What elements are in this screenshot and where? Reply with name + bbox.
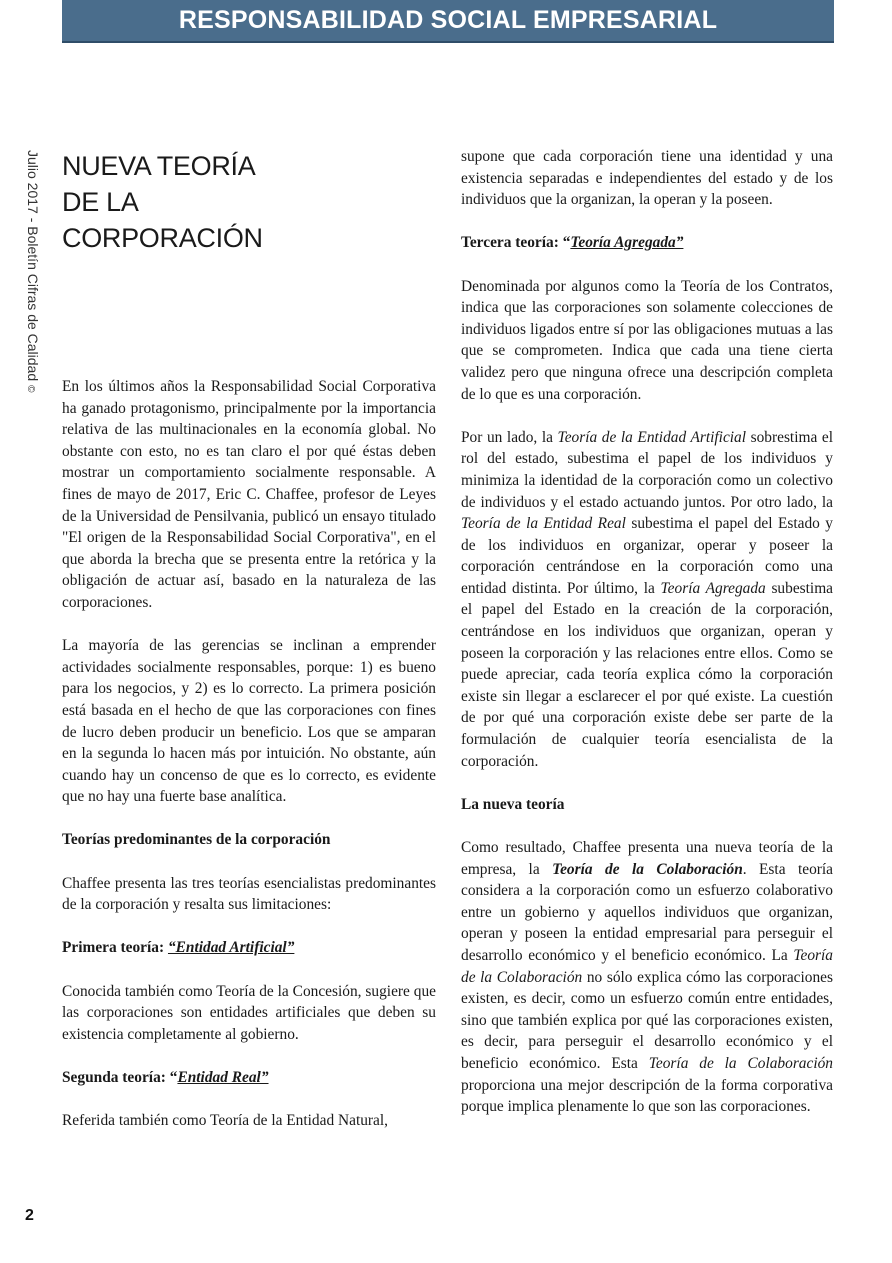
paragraph: Conocida también como Teoría de la Concesión, sugiere que las corporaciones son entidades artificiales que deben su existencia completamente al gobierno. — [62, 982, 436, 1043]
right-column — [461, 146, 833, 1139]
title-line-2: DE LA — [62, 187, 139, 217]
paragraph: Por un lado, la Teoría de la Entidad Artificial sobrestima el rol del estado, subestima el papel de los individuos y minimiza la identidad de la corporación como un colectivo de individuos y el estado actuando juntos. Por otro lado, la Teoría de la Entidad Real subestima el papel del Estado y de los individuos en organizar, operar y poseer la corporación centrándose en la corporación como una entidad distinta. Por último, la Teoría Agregada subestima el papel del Estado en la creación de la corporación, centrándose en los individuos que organizan, operan y poseen la corporación y las relaciones entre ellos. Como se puede apreciar, cada teoría explica cómo la corporación existe sin llegar a esclarecer el por qué existe. La cuestión de por qué una corporación existe debe ser parte de la formulación de cualquier teoría esencialista de la corporación. — [461, 428, 833, 770]
paragraph: Referida también como Teoría de la Entidad Natural, — [62, 1112, 388, 1130]
theory-name: Teoría Agregada” — [570, 234, 684, 252]
theory-heading-2: Segunda teoría: “Entidad Real” — [62, 1069, 269, 1086]
title-line-1: NUEVA TEORÍA — [62, 151, 256, 181]
paragraph: Denominada por algunos como la Teoría de los Contratos, indica que las corporaciones son solamente colecciones de individuos ligados entre sí por las obligaciones mutuas a las que se comprometen. Indica que cada una tiene cierta validez pero que ninguna ofrece una descripción completa de lo que es una corporación. — [461, 277, 833, 403]
title-line-3: CORPORACIÓN — [62, 223, 263, 253]
paragraph: Como resultado, Chaffee presenta una nueva teoría de la empresa, la Teoría de la Colaboración. Esta teoría considera a la corporación como un esfuerzo colaborativo entre un gobierno y aquellos individuos que organizan, operan y poseen la entidad empresarial para perseguir el desarrollo económico y el beneficio económico. La Teoría de la Colaboración no sólo explica cómo las corporaciones existen, es decir, como un esfuerzo común entre entidades, sino que también explica por qué las corporaciones existen, es decir, para perseguir el desarrollo económico y el beneficio económico. Esta Teoría de la Colaboración proporciona una mejor descripción de la forma corporativa porque implica plenamente lo que son las corporaciones. — [461, 839, 833, 1116]
copyright-icon: © — [25, 385, 36, 393]
section-banner — [62, 0, 834, 43]
page-number: 2 — [25, 1207, 34, 1224]
article-title — [62, 148, 362, 256]
theory-name: “Entidad Artificial” — [167, 939, 295, 957]
paragraph: supone que cada corporación tiene una identidad y una existencia separadas e independientes del estado y de los individuos que la organizan, la operan y la poseen. — [461, 148, 833, 209]
sidebar-text: Julio 2017 - Boletín Cifras de Calidad — [25, 150, 41, 382]
theory-name: Entidad Real” — [177, 1069, 269, 1086]
section-heading: La nueva teoría — [461, 795, 565, 813]
section-heading: Teorías predominantes de la corporación — [62, 831, 331, 849]
left-column — [62, 376, 436, 1153]
theory-heading-1: Primera teoría: “Entidad Artificial” — [62, 939, 295, 957]
banner-title: RESPONSABILIDAD SOCIAL EMPRESARIAL — [178, 6, 718, 34]
theory-heading-3: Tercera teoría: “Teoría Agregada” — [461, 234, 684, 252]
paragraph: Chaffee presenta las tres teorías esencialistas predominantes de la corporación y resalta sus limitaciones: — [62, 874, 436, 914]
sidebar-caption — [23, 150, 43, 430]
paragraph: En los últimos años la Responsabilidad Social Corporativa ha ganado protagonismo, principalmente por la importancia relativa de las multinacionales en la economía global. No obstante con esto, no es tan claro el por qué éstas deben mostrar un comportamiento socialmente responsable. A fines de mayo de 2017, Eric C. Chaffee, profesor de Leyes de la Universidad de Pensilvania, publicó un ensayo titulado "El origen de la Responsabilidad Social Corporativa", en el que aborda la brecha que se presenta entre la retórica y la obligación de actuar así, basado en la naturaleza de las corporaciones. — [62, 378, 436, 611]
paragraph: La mayoría de las gerencias se inclinan a emprender actividades socialmente responsables, porque: 1) es bueno para los negocios, y 2) es lo correcto. La primera posición está basada en el hecho de que las corporaciones con fines de lucro deben producir un beneficio. Los que se amparan en la segunda lo hacen más por intuición. No obstante, aún cuando hay un concenso de que es lo correcto, es evidente que no hay una fuerte base analítica. — [62, 637, 436, 806]
